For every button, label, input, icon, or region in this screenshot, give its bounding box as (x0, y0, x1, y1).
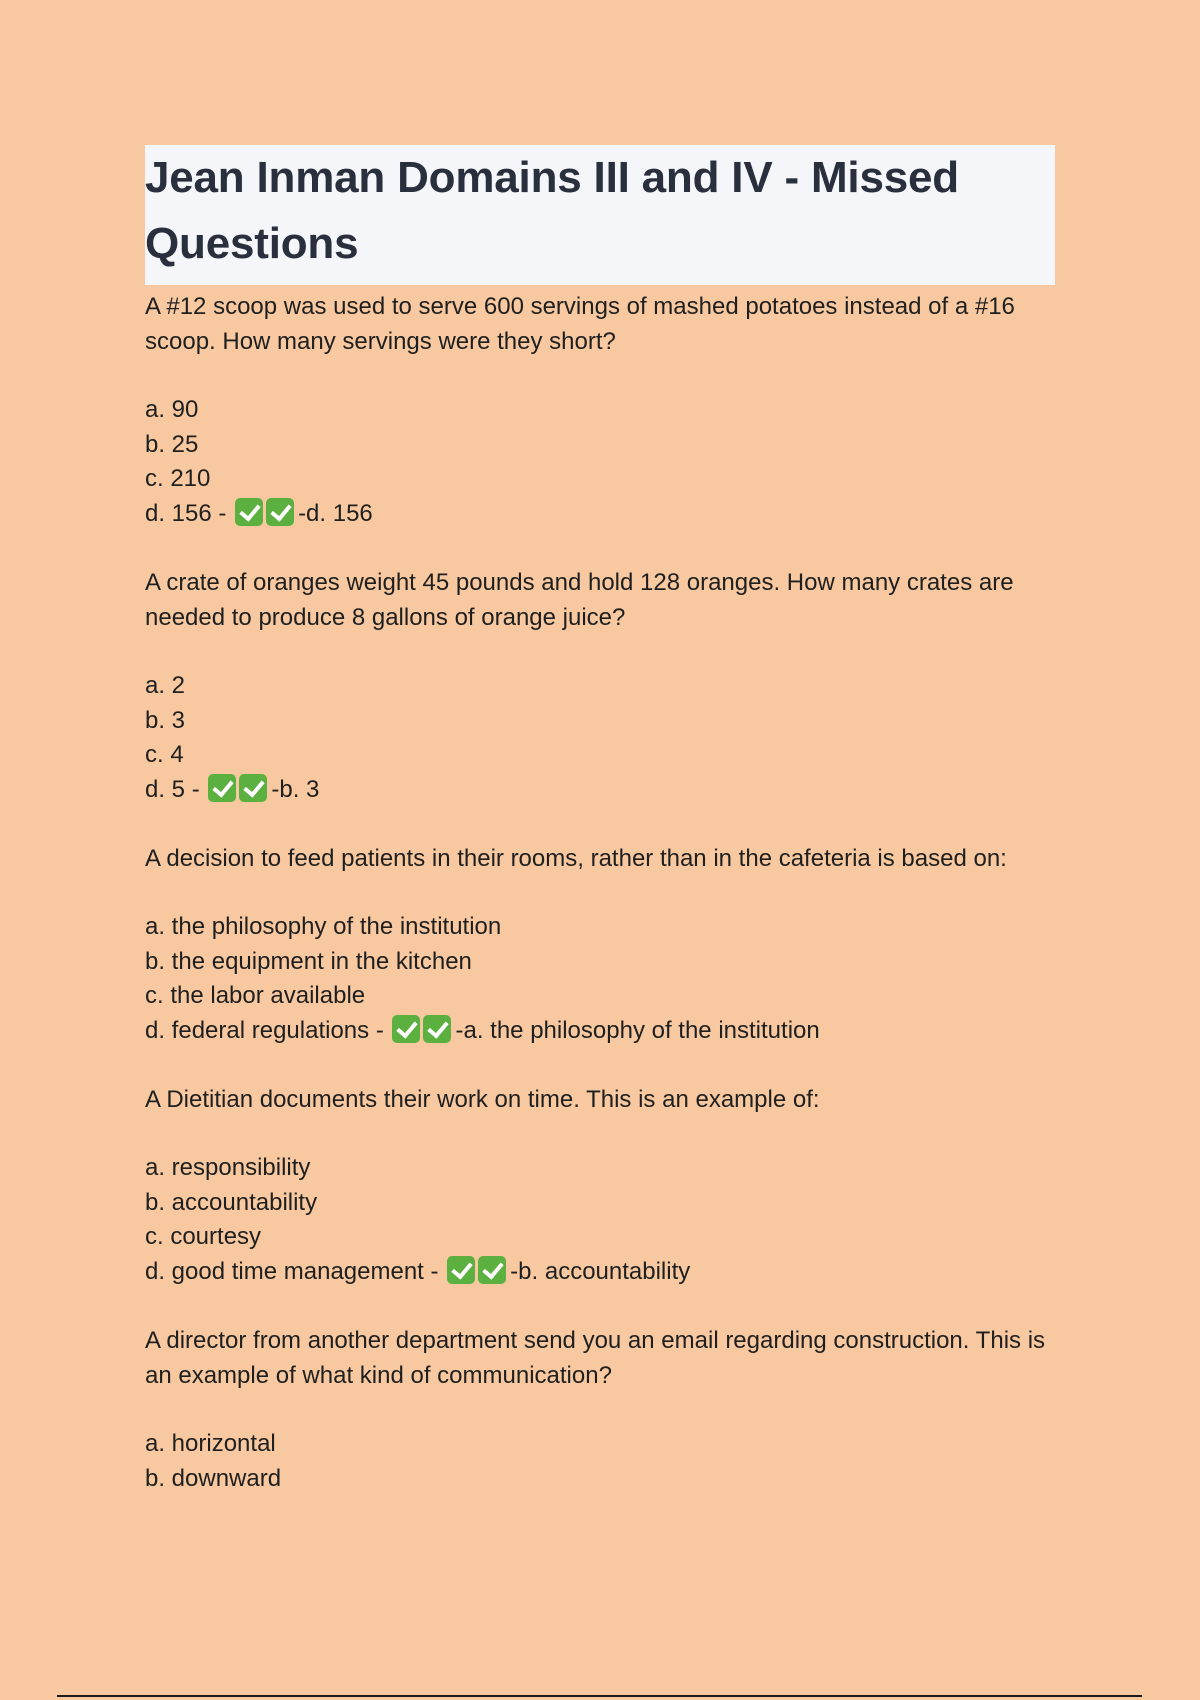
option-b: b. 25 (145, 430, 199, 458)
option-list (145, 910, 1055, 1048)
check-mark-icon (235, 498, 263, 526)
answer-marker (235, 497, 297, 532)
option-d-with-answer (145, 773, 1055, 808)
option-c: c. 210 (145, 465, 211, 492)
question-4 (145, 1082, 1055, 1289)
question-text: A #12 scoop was used to serve 600 servings of mashed potatoes instead of a #16 scoop. How many servings were they short? (145, 293, 1015, 355)
option-d: d. good time management - (145, 1257, 446, 1285)
page-bottom-divider (57, 1695, 1142, 1697)
answer-marker (392, 1014, 454, 1049)
question-text: A crate of oranges weight 45 pounds and hold 128 oranges. How many crates are needed to produce 8 gallons of orange juice? (145, 569, 1014, 631)
option-b: b. accountability (145, 1188, 318, 1216)
option-d: d. 5 - (145, 775, 207, 803)
option-list (145, 1427, 1055, 1496)
correct-answer: -a. the philosophy of the institution (455, 1016, 820, 1044)
check-mark-icon (392, 1015, 420, 1043)
option-a: a. 90 (145, 396, 199, 423)
option-d: d. 156 - (145, 499, 234, 527)
option-b: b. downward (145, 1464, 282, 1492)
question-5 (145, 1323, 1055, 1496)
question-text: A decision to feed patients in their rooms, rather than in the cafeteria is based on: (145, 845, 1007, 872)
correct-answer: -b. 3 (271, 775, 320, 803)
check-mark-icon (208, 774, 236, 802)
title-block (145, 145, 1055, 285)
question-3 (145, 841, 1055, 1048)
check-mark-icon (478, 1256, 506, 1284)
option-list (145, 393, 1055, 531)
option-c: c. 4 (145, 741, 184, 768)
option-a: a. horizontal (145, 1430, 276, 1457)
correct-answer: -b. accountability (510, 1257, 691, 1285)
option-a: a. the philosophy of the institution (145, 913, 502, 940)
option-d-with-answer (145, 1255, 1055, 1290)
document-page (145, 145, 1055, 1530)
answer-marker (447, 1255, 509, 1290)
question-text: A director from another department send you an email regarding construction. This is an example of what kind of communication? (145, 1327, 1046, 1389)
question-1 (145, 289, 1055, 531)
option-b: b. the equipment in the kitchen (145, 947, 472, 975)
option-list (145, 669, 1055, 807)
option-c: c. courtesy (145, 1223, 262, 1250)
answer-marker (208, 773, 270, 808)
option-b: b. 3 (145, 706, 186, 734)
option-d-with-answer (145, 1014, 1055, 1049)
correct-answer: -d. 156 (298, 499, 373, 527)
option-a: a. responsibility (145, 1154, 311, 1181)
option-d: d. federal regulations - (145, 1016, 391, 1044)
question-2 (145, 565, 1055, 807)
check-mark-icon (447, 1256, 475, 1284)
question-text: A Dietitian documents their work on time. This is an example of: (145, 1086, 820, 1113)
option-a: a. 2 (145, 672, 186, 699)
option-c: c. the labor available (145, 982, 366, 1009)
option-list (145, 1151, 1055, 1289)
check-mark-icon (239, 774, 267, 802)
document-title: Jean Inman Domains III and IV - Missed Questions (145, 153, 959, 268)
check-mark-icon (266, 498, 294, 526)
check-mark-icon (423, 1015, 451, 1043)
option-d-with-answer (145, 497, 1055, 532)
